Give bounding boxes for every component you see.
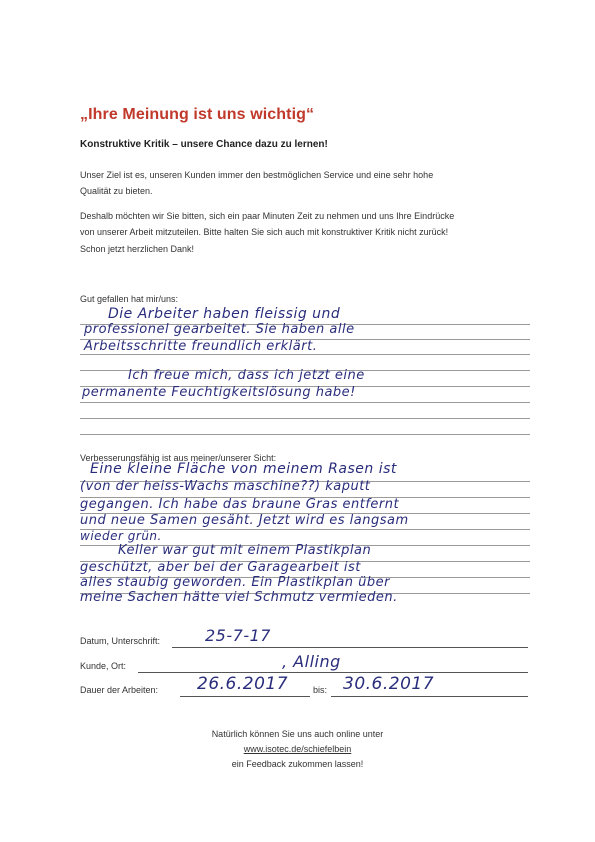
ruled-line xyxy=(80,402,530,403)
improve-handwriting-line: Eine kleine Fläche von meinem Rasen ist xyxy=(90,461,397,477)
duration-to-label: bis: xyxy=(313,685,328,695)
positive-handwriting-line: Arbeitsschritte freundlich erklärt. xyxy=(84,339,318,354)
page-title: „Ihre Meinung ist uns wichtig“ xyxy=(80,106,315,123)
improve-handwriting-line: gegangen. Ich habe das braune Gras entfernt xyxy=(80,497,400,512)
positive-handwriting-line: Die Arbeiter haben fleissig und xyxy=(108,306,341,322)
improve-handwriting-line: alles staubig geworden. Ein Plastikplan über xyxy=(80,575,391,590)
footer-line: Natürlich können Sie uns auch online unter xyxy=(211,729,384,739)
improve-handwriting-line: und neue Samen gesäht. Jetzt wird es langsam xyxy=(80,513,409,528)
footer-line: ein Feedback zukommen lassen! xyxy=(231,759,364,769)
improve-handwriting-line: geschützt, aber bei der Garagearbeit ist xyxy=(80,560,361,575)
website-link[interactable]: www.isotec.de/schiefelbein xyxy=(243,744,352,754)
intro-line: Qualität zu bieten. xyxy=(80,186,153,196)
customer-location-line xyxy=(138,672,528,673)
date-signature-label: Datum, Unterschrift: xyxy=(80,636,161,646)
duration-from-value: 26.6.2017 xyxy=(197,674,289,694)
duration-label: Dauer der Arbeiten: xyxy=(80,685,159,695)
improve-handwriting-line: (von der heiss-Wachs maschine??) kaputt xyxy=(80,479,371,494)
positive-label: Gut gefallen hat mir/uns: xyxy=(80,294,179,304)
ruled-line xyxy=(80,354,530,355)
duration-to-value: 30.6.2017 xyxy=(343,674,435,694)
ruled-line xyxy=(80,418,530,419)
positive-handwriting-line: permanente Feuchtigkeitslösung habe! xyxy=(82,385,356,400)
intro-line: Unser Ziel ist es, unseren Kunden immer den bestmöglichen Service und eine sehr hohe xyxy=(80,170,434,180)
date-signature-line xyxy=(172,647,528,648)
improve-handwriting-line: meine Sachen hätte viel Schmutz vermieden. xyxy=(80,590,398,605)
footer-link-row xyxy=(0,744,595,754)
date-signature-value: 25-7-17 xyxy=(205,626,271,645)
duration-to-line xyxy=(331,696,528,697)
improve-handwriting-line: Keller war gut mit einem Plastikplan xyxy=(118,543,372,558)
intro-paragraph-1 xyxy=(80,167,540,199)
improve-handwriting-line: wieder grün. xyxy=(80,529,162,543)
duration-from-line xyxy=(180,696,310,697)
positive-handwriting-line: Ich freue mich, dass ich jetzt eine xyxy=(128,368,365,383)
thanks-text: Schon jetzt herzlichen Dank! xyxy=(80,244,195,254)
customer-location-label: Kunde, Ort: xyxy=(80,661,127,671)
intro-line: Deshalb möchten wir Sie bitten, sich ein paar Minuten Zeit zu nehmen und uns Ihre Eindrücke xyxy=(80,211,455,221)
customer-location-value: , Alling xyxy=(282,652,341,671)
positive-handwriting-line: professionel gearbeitet. Sie haben alle xyxy=(84,322,355,337)
page-subtitle: Konstruktive Kritik – unsere Chance dazu zu lernen! xyxy=(80,139,328,150)
improve-label: Verbesserungsfähig ist aus meiner/unserer Sicht: xyxy=(80,453,277,463)
intro-paragraph-2 xyxy=(80,208,540,240)
intro-line: von unserer Arbeit mitzuteilen. Bitte halten Sie sich auch mit konstruktiver Kritik nicht zurück! xyxy=(80,227,449,237)
ruled-line xyxy=(80,434,530,435)
